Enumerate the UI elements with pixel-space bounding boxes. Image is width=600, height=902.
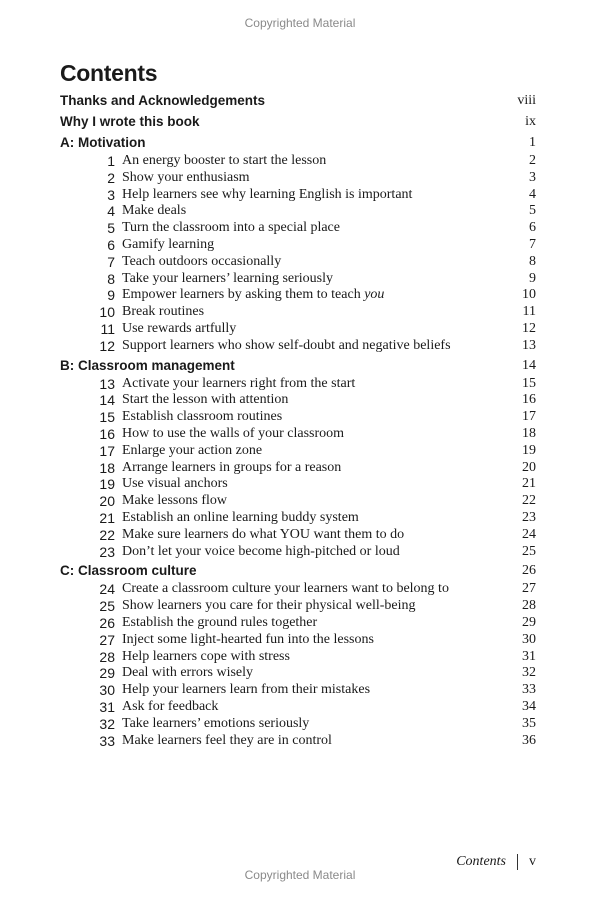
toc-page-number: 33 bbox=[522, 682, 536, 698]
toc-entry-title bbox=[122, 321, 236, 338]
toc-entry-title bbox=[122, 649, 290, 666]
toc-page-number: 15 bbox=[522, 375, 536, 391]
toc-entry-title bbox=[122, 682, 370, 699]
toc-section-title: C: Classroom culture bbox=[60, 563, 197, 579]
toc-page-number: 26 bbox=[522, 563, 536, 579]
toc-entry-text: Help your learners learn from their mistakes bbox=[122, 682, 371, 698]
toc-page-number: 13 bbox=[522, 337, 536, 353]
toc-entry-number: 11 bbox=[100, 320, 115, 337]
toc-entry bbox=[60, 170, 536, 187]
toc-entry-text: Start the lesson with attention bbox=[122, 392, 289, 408]
toc-section-title: A: Motivation bbox=[60, 135, 146, 150]
toc-entry bbox=[60, 733, 536, 750]
toc-entry-number: 9 bbox=[107, 287, 115, 304]
toc-entry-title: Thanks and Acknowledgements bbox=[60, 93, 266, 108]
toc-entry-number: 27 bbox=[99, 631, 115, 648]
toc-entry-text: Enlarge your action zone bbox=[122, 442, 263, 458]
toc-page-number: 21 bbox=[522, 476, 536, 492]
toc-entry-text: Empower learners by asking them to teach bbox=[122, 287, 365, 303]
toc-entry-title bbox=[122, 443, 262, 460]
toc-page-number: 27 bbox=[522, 581, 536, 597]
toc-page-number: 5 bbox=[529, 203, 536, 219]
toc-entry-title bbox=[122, 254, 281, 271]
toc-entry-number: 18 bbox=[99, 459, 115, 476]
toc-page-number: 20 bbox=[522, 459, 536, 475]
toc-entry-number: 6 bbox=[107, 236, 115, 253]
toc-entry-text: Gamify learning bbox=[122, 236, 215, 252]
toc-page-number: 6 bbox=[529, 220, 536, 236]
toc-entry-title bbox=[122, 733, 332, 750]
watermark-top: Copyrighted Material bbox=[244, 16, 356, 30]
toc-page-number: 22 bbox=[522, 493, 536, 509]
toc-entry bbox=[60, 287, 536, 304]
table-of-contents bbox=[60, 90, 536, 749]
toc-entry bbox=[60, 187, 536, 204]
toc-entry bbox=[60, 476, 536, 493]
toc-entry bbox=[60, 426, 536, 443]
toc-entry bbox=[60, 271, 536, 288]
toc-entry-title bbox=[122, 527, 404, 544]
toc-entry-title bbox=[122, 271, 333, 288]
toc-entry-number: 5 bbox=[107, 220, 115, 237]
toc-entry-number: 17 bbox=[99, 442, 115, 459]
toc-entry bbox=[60, 649, 536, 666]
toc-page-number: 28 bbox=[522, 598, 536, 614]
toc-entry-number: 32 bbox=[99, 715, 115, 732]
toc-entry bbox=[60, 443, 536, 460]
toc-page-number: 25 bbox=[522, 543, 536, 559]
watermark-bottom: Copyrighted Material bbox=[244, 868, 356, 882]
toc-section-heading bbox=[60, 560, 536, 581]
toc-entry-number: 13 bbox=[99, 375, 115, 392]
toc-entry-number: 22 bbox=[99, 526, 115, 543]
toc-entry-number: 23 bbox=[99, 543, 115, 560]
toc-entry-text: Help learners see why learning English is important bbox=[122, 186, 413, 202]
toc-entry-title bbox=[122, 304, 204, 321]
toc-entry bbox=[60, 203, 536, 220]
toc-entry-title bbox=[122, 598, 416, 615]
toc-entry-title: Why I wrote this book bbox=[60, 114, 200, 129]
toc-entry-text: Help learners cope with stress bbox=[122, 648, 290, 664]
toc-entry bbox=[60, 460, 536, 477]
toc-entry bbox=[60, 220, 536, 237]
toc-entry-number: 30 bbox=[99, 682, 115, 699]
toc-entry-text: Don’t let your voice become high-pitched or loud bbox=[122, 543, 400, 559]
toc-entry-title bbox=[122, 460, 341, 477]
toc-entry-title bbox=[122, 170, 250, 187]
toc-entry-number: 24 bbox=[99, 581, 115, 598]
toc-top-entry bbox=[60, 90, 536, 111]
toc-entry-number: 26 bbox=[99, 614, 115, 631]
toc-entry-text: Create a classroom culture your learners want to belong to bbox=[122, 581, 449, 597]
toc-entry bbox=[60, 304, 536, 321]
toc-entry-title bbox=[122, 544, 400, 561]
toc-top-entry bbox=[60, 111, 536, 132]
toc-entry-title bbox=[122, 376, 355, 393]
toc-entry-text: Support learners who show self-doubt and negative beliefs bbox=[122, 337, 451, 353]
toc-section-heading bbox=[60, 355, 536, 376]
toc-page-number: 3 bbox=[529, 169, 536, 185]
toc-entry-text: How to use the walls of your classroom bbox=[122, 425, 345, 441]
toc-entry-text: An energy booster to start the lesson bbox=[122, 153, 327, 168]
toc-entry-text: Teach outdoors occasionally bbox=[122, 253, 282, 269]
toc-entry-text: Activate your learners right from the start bbox=[122, 375, 356, 391]
toc-entry-number: 15 bbox=[99, 409, 115, 426]
toc-entry-text: Turn the classroom into a special place bbox=[122, 220, 340, 236]
toc-entry-text: Take learners’ emotions seriously bbox=[122, 715, 310, 731]
page-title: Contents bbox=[60, 60, 158, 86]
toc-entry-text: Make learners feel they are in control bbox=[122, 732, 332, 748]
toc-page-number: 30 bbox=[522, 631, 536, 647]
toc-page-number: 32 bbox=[522, 665, 536, 681]
toc-entry bbox=[60, 527, 536, 544]
toc-page-number: 4 bbox=[529, 186, 536, 202]
toc-entry-title bbox=[122, 203, 186, 220]
toc-entry-number: 19 bbox=[99, 476, 115, 493]
toc-entry-number: 1 bbox=[107, 153, 115, 169]
toc-entry bbox=[60, 665, 536, 682]
toc-entry-emphasis: you bbox=[364, 287, 385, 303]
toc-entry-text: Break routines bbox=[122, 304, 205, 320]
toc-page-number: 18 bbox=[522, 425, 536, 441]
toc-entry-number: 33 bbox=[99, 732, 115, 749]
toc-entry-title bbox=[122, 581, 449, 598]
toc-section-heading bbox=[60, 132, 536, 153]
toc-entry-text: Make lessons flow bbox=[122, 493, 227, 509]
toc-entry-number: 10 bbox=[99, 304, 115, 321]
toc-entry-number: 2 bbox=[107, 169, 115, 186]
toc-page-number: 11 bbox=[522, 304, 536, 320]
toc-entry-title bbox=[122, 632, 374, 649]
toc-entry-number: 7 bbox=[107, 253, 115, 270]
toc-page-number: 35 bbox=[522, 715, 536, 731]
toc-entry-text: Make sure learners do what YOU want them to do bbox=[122, 526, 405, 542]
toc-entry-title bbox=[122, 338, 451, 355]
toc-page-number: 10 bbox=[522, 287, 536, 303]
toc-entry-text: Take your learners’ learning seriously bbox=[122, 270, 334, 286]
toc-page-number: 31 bbox=[522, 648, 536, 664]
toc-page-number: viii bbox=[517, 93, 536, 108]
toc-entry-title bbox=[122, 716, 309, 733]
toc-entry bbox=[60, 544, 536, 561]
toc-entry bbox=[60, 682, 536, 699]
toc-entry bbox=[60, 392, 536, 409]
toc-entry-text: Show your enthusiasm bbox=[122, 169, 250, 185]
toc-entry-text: Establish an online learning buddy system bbox=[122, 509, 359, 525]
footer-page-number: v bbox=[529, 854, 536, 870]
toc-page-number: 8 bbox=[529, 253, 536, 269]
toc-page-number: 17 bbox=[522, 409, 536, 425]
toc-entry-title bbox=[122, 153, 326, 170]
footer-label: Contents bbox=[456, 854, 506, 870]
toc-entry bbox=[60, 321, 536, 338]
toc-entry bbox=[60, 615, 536, 632]
toc-entry-text: Use rewards artfully bbox=[122, 320, 237, 336]
toc-entry-title bbox=[122, 287, 384, 304]
toc-entry-title bbox=[122, 476, 228, 493]
toc-page-number: 14 bbox=[522, 357, 536, 373]
toc-entry-number: 29 bbox=[99, 665, 115, 682]
toc-page-number: 34 bbox=[522, 698, 536, 714]
toc-entry bbox=[60, 716, 536, 733]
toc-entry-number: 3 bbox=[107, 186, 115, 203]
toc-entry-text: Deal with errors wisely bbox=[122, 665, 254, 681]
toc-entry-title bbox=[122, 493, 227, 510]
toc-page-number: 16 bbox=[522, 392, 536, 408]
toc-entry bbox=[60, 510, 536, 527]
toc-entry bbox=[60, 409, 536, 426]
toc-entry-text: Arrange learners in groups for a reason bbox=[122, 459, 342, 475]
toc-section-title: B: Classroom management bbox=[60, 357, 235, 373]
toc-entry-number: 21 bbox=[99, 509, 115, 526]
toc-entry bbox=[60, 237, 536, 254]
toc-entry-title bbox=[122, 392, 288, 409]
toc-entry-text: Establish the ground rules together bbox=[122, 614, 318, 630]
toc-entry-title bbox=[122, 409, 282, 426]
toc-entry-title bbox=[122, 615, 317, 632]
toc-page-number: 2 bbox=[529, 153, 536, 168]
toc-entry bbox=[60, 254, 536, 271]
toc-entry bbox=[60, 598, 536, 615]
toc-entry-title bbox=[122, 220, 340, 237]
toc-page-number: 24 bbox=[522, 526, 536, 542]
toc-entry bbox=[60, 376, 536, 393]
toc-entry bbox=[60, 338, 536, 355]
toc-entry-text: Show learners you care for their physical well-being bbox=[122, 598, 416, 614]
toc-entry-number: 25 bbox=[99, 598, 115, 615]
toc-entry-number: 16 bbox=[99, 425, 115, 442]
toc-entry-title bbox=[122, 187, 412, 204]
toc-entry-title bbox=[122, 665, 253, 682]
toc-page-number: 12 bbox=[522, 320, 536, 336]
toc-entry-text: Inject some light-hearted fun into the lessons bbox=[122, 631, 374, 647]
toc-page-number: 19 bbox=[522, 442, 536, 458]
toc-page-number: ix bbox=[525, 114, 536, 129]
toc-entry-title bbox=[122, 426, 344, 443]
toc-page-number: 1 bbox=[529, 135, 536, 150]
toc-page-number: 29 bbox=[522, 614, 536, 630]
toc-entry-text: Use visual anchors bbox=[122, 476, 228, 492]
toc-entry-title bbox=[122, 237, 214, 254]
toc-entry-title bbox=[122, 510, 359, 527]
toc-entry-text: Ask for feedback bbox=[122, 698, 219, 714]
toc-entry-number: 31 bbox=[99, 698, 115, 715]
toc-entry-title bbox=[122, 699, 218, 716]
toc-page-number: 7 bbox=[529, 236, 536, 252]
toc-entry bbox=[60, 581, 536, 598]
toc-page-number: 36 bbox=[522, 732, 536, 748]
toc-entry-number: 8 bbox=[107, 270, 115, 287]
toc-entry-number: 4 bbox=[107, 203, 115, 220]
toc-entry bbox=[60, 153, 536, 170]
toc-entry-text: Make deals bbox=[122, 203, 187, 219]
toc-entry bbox=[60, 699, 536, 716]
toc-entry bbox=[60, 632, 536, 649]
toc-page-number: 9 bbox=[529, 270, 536, 286]
toc-entry-number: 28 bbox=[99, 648, 115, 665]
toc-entry bbox=[60, 493, 536, 510]
toc-entry-number: 12 bbox=[99, 337, 115, 354]
toc-entry-text: Establish classroom routines bbox=[122, 409, 283, 425]
toc-entry-number: 20 bbox=[99, 493, 115, 510]
toc-page-number: 23 bbox=[522, 509, 536, 525]
toc-entry-number: 14 bbox=[99, 392, 115, 409]
